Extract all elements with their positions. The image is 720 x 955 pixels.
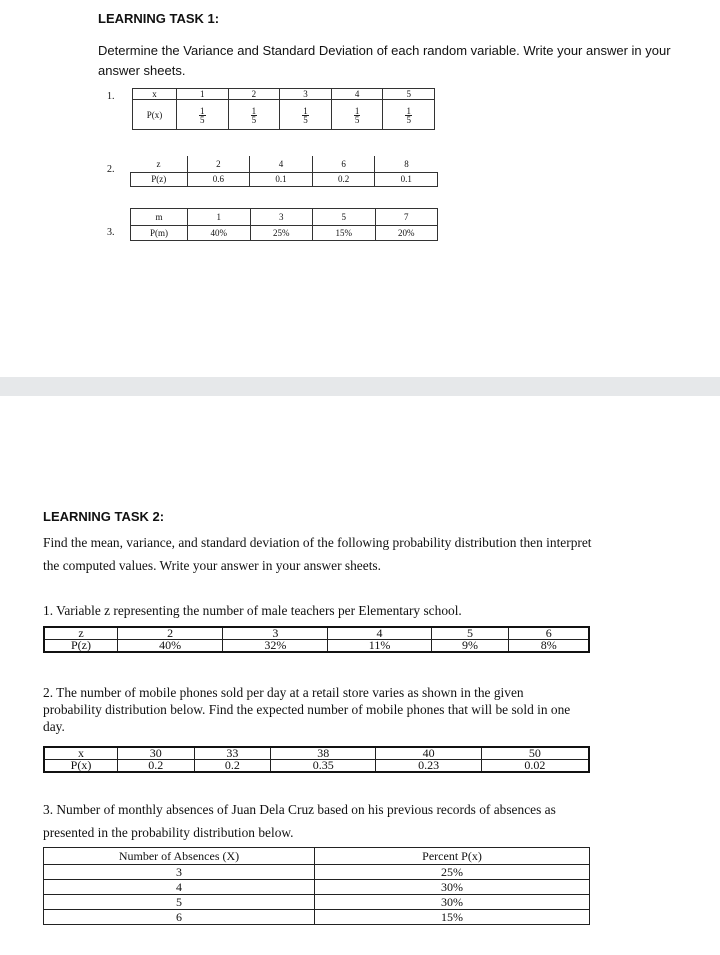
- value-cell: 2: [187, 156, 250, 172]
- prob-cell: 25%: [250, 226, 313, 241]
- value-cell: 4: [331, 89, 383, 100]
- prob-cell: 8%: [509, 640, 589, 653]
- page-separator: [0, 377, 720, 396]
- question-2-table: [43, 746, 590, 773]
- prob-cell: 40%: [188, 226, 251, 241]
- problem-1-table: [132, 88, 435, 130]
- var-label: z: [156, 158, 161, 169]
- value-cell: 5: [313, 209, 376, 226]
- prob-cell: 0.2: [312, 172, 375, 186]
- prob-cell: 40%: [118, 640, 223, 653]
- fraction: $\frac{1}{5}$: [303, 105, 308, 125]
- prob-cell: 9%: [431, 640, 509, 653]
- absence-percent: 25%: [315, 865, 590, 880]
- problem-1-number: 1.: [107, 91, 115, 102]
- prob-label: P(z): [44, 640, 118, 653]
- problem-3-number: 3.: [107, 227, 115, 238]
- page-2: [0, 396, 720, 955]
- var-label: m: [131, 209, 188, 226]
- problem-2-table: [130, 156, 438, 187]
- value-cell: 5: [431, 627, 509, 640]
- prob-cell: 0.1: [375, 172, 438, 186]
- prob-cell: [331, 100, 383, 130]
- value-cell: 3: [280, 89, 332, 100]
- page-1: [0, 0, 720, 377]
- absence-percent: 30%: [315, 895, 590, 910]
- value-cell: 30: [118, 747, 195, 760]
- question-2-text: 2. The number of mobile phones sold per day at a retail store varies as shown in the given probability distribution below. Find the expected number of mobile phones that will be sold in one day.: [43, 685, 571, 734]
- value-cell: 1: [177, 89, 229, 100]
- value-cell: 2: [228, 89, 280, 100]
- table-row: [44, 910, 590, 925]
- value-cell: 50: [481, 747, 589, 760]
- prob-cell: 0.2: [194, 760, 271, 773]
- problem-2-number: 2.: [107, 164, 115, 175]
- value-cell: 4: [328, 627, 431, 640]
- prob-label: P(x): [44, 760, 118, 773]
- fraction: $\frac{1}{5}$: [200, 105, 205, 125]
- value-cell: 1: [188, 209, 251, 226]
- prob-cell: [228, 100, 280, 130]
- prob-cell: 0.2: [118, 760, 195, 773]
- table-row: [44, 880, 590, 895]
- value-cell: 4: [250, 156, 313, 172]
- value-cell: 3: [250, 209, 313, 226]
- prob-label: P(x): [133, 100, 177, 130]
- value-cell: 3: [223, 627, 328, 640]
- absence-count: 5: [44, 895, 315, 910]
- value-cell: 2: [118, 627, 223, 640]
- task1-instructions: Determine the Variance and Standard Deviation of each random variable. Write your answer in your answer sheets.: [98, 43, 671, 78]
- column-header: Number of Absences (X): [44, 848, 315, 865]
- prob-cell: 15%: [313, 226, 376, 241]
- absence-count: 6: [44, 910, 315, 925]
- prob-cell: 0.1: [250, 172, 313, 186]
- absence-count: 3: [44, 865, 315, 880]
- table-row: [44, 865, 590, 880]
- prob-label: P(z): [131, 172, 188, 186]
- fraction: $\frac{1}{5}$: [406, 105, 411, 125]
- absence-percent: 30%: [315, 880, 590, 895]
- question-1-table: [43, 626, 590, 653]
- prob-cell: [383, 100, 435, 130]
- var-label: x: [133, 89, 177, 100]
- value-cell: 6: [312, 156, 375, 172]
- var-label: x: [44, 747, 118, 760]
- absence-count: 4: [44, 880, 315, 895]
- prob-label: P(m): [131, 226, 188, 241]
- question-3-text: 3. Number of monthly absences of Juan Dela Cruz based on his previous records of absences as presented in the probability distribution below.: [43, 802, 556, 840]
- table-row: [44, 895, 590, 910]
- prob-cell: 0.23: [376, 760, 481, 773]
- fraction: $\frac{1}{5}$: [251, 105, 257, 125]
- task1-heading: LEARNING TASK 1:: [98, 11, 220, 26]
- prob-cell: 0.02: [481, 760, 589, 773]
- prob-cell: [177, 100, 229, 130]
- value-cell: 6: [509, 627, 589, 640]
- question-1-text: 1. Variable z representing the number of male teachers per Elementary school.: [43, 603, 462, 618]
- prob-cell: 32%: [223, 640, 328, 653]
- prob-cell: 11%: [328, 640, 431, 653]
- value-cell: 8: [375, 156, 438, 172]
- var-label: z: [44, 627, 118, 640]
- prob-cell: 20%: [375, 226, 438, 241]
- value-cell: 5: [383, 89, 435, 100]
- prob-cell: 0.35: [271, 760, 376, 773]
- value-cell: 7: [375, 209, 438, 226]
- prob-cell: [280, 100, 332, 130]
- problem-3-table: [130, 208, 438, 241]
- column-header: Percent P(x): [315, 848, 590, 865]
- task2-instructions: Find the mean, variance, and standard deviation of the following probability distribution then interpret the computed values. Write your answer in your answer sheets.: [43, 535, 592, 573]
- value-cell: 38: [271, 747, 376, 760]
- value-cell: 40: [376, 747, 481, 760]
- prob-cell: 0.6: [187, 172, 250, 186]
- question-3-table: [43, 847, 590, 925]
- task2-heading: LEARNING TASK 2:: [43, 509, 165, 524]
- fraction: $\frac{1}{5}$: [354, 105, 360, 125]
- value-cell: 33: [194, 747, 271, 760]
- absence-percent: 15%: [315, 910, 590, 925]
